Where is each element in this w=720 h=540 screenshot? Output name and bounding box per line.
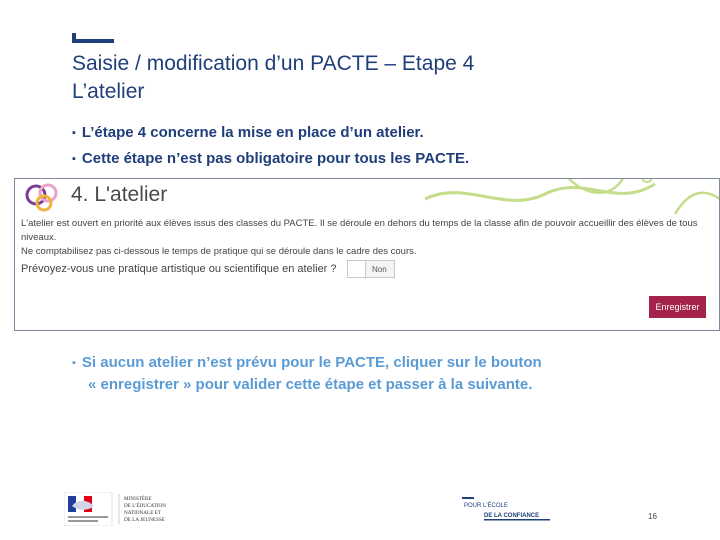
bullet-icon: ▪ xyxy=(72,357,76,369)
slide-title-line2: L’atelier xyxy=(72,80,145,103)
atelier-toggle[interactable] xyxy=(347,260,395,278)
pacte-logo-icon xyxy=(24,181,64,213)
instruction-bullet xyxy=(72,352,682,396)
decorative-swirl xyxy=(415,178,720,219)
toggle-value: Non xyxy=(372,264,387,274)
atelier-question-label: Prévoyez-vous une pratique artistique ou scientifique en atelier ? xyxy=(21,263,337,275)
form-description-line1: L'atelier est ouvert en priorité aux élèves issus des classes du PACTE. Il se déroule en dehors du temps de la classe afin de pouvoir accueillir des élèves de tous niveaux. xyxy=(21,218,698,243)
intro-bullet-list xyxy=(72,120,469,172)
intro-bullet-text: L’étape 4 concerne la mise en place d’un atelier. xyxy=(81,124,424,141)
intro-bullet xyxy=(72,146,469,172)
ministry-line: DE L'ÉDUCATION xyxy=(124,503,166,509)
intro-bullet xyxy=(72,120,469,146)
bullet-icon: ▪ xyxy=(72,127,76,139)
save-button[interactable]: Enregistrer xyxy=(649,296,706,318)
toggle-knob xyxy=(348,261,366,277)
ministry-line: MINISTÈRE xyxy=(124,496,152,502)
form-description xyxy=(21,217,711,259)
atelier-form-screenshot xyxy=(14,178,720,331)
ministry-line: NATIONALE ET xyxy=(124,510,162,516)
confiance-line1: POUR L'ÉCOLE xyxy=(464,503,508,509)
instruction-line2: « enregistrer » pour valider cette étape et passer à la suivante. xyxy=(88,376,533,393)
ministry-line: DE LA JEUNESSE xyxy=(124,517,165,523)
slide-title-line1: Saisie / modification d’un PACTE – Etape 4 xyxy=(72,52,475,75)
form-heading: 4. L'atelier xyxy=(71,183,168,206)
ministry-logo xyxy=(64,492,176,526)
title-accent-bar xyxy=(72,33,114,43)
form-description-line2: Ne comptabilisez pas ci-dessous le temps de pratique qui se déroule dans le cadre des cours. xyxy=(21,246,417,257)
confiance-line2: DE LA CONFIANCE xyxy=(484,513,540,519)
slide-title xyxy=(72,50,474,106)
bullet-icon: ▪ xyxy=(72,153,76,165)
intro-bullet-text: Cette étape n’est pas obligatoire pour tous les PACTE. xyxy=(81,150,470,167)
instruction-line1: Si aucun atelier n’est prévu pour le PACTE, cliquer sur le bouton xyxy=(81,354,542,371)
confiance-logo xyxy=(462,497,552,521)
page-number: 16 xyxy=(648,512,657,521)
